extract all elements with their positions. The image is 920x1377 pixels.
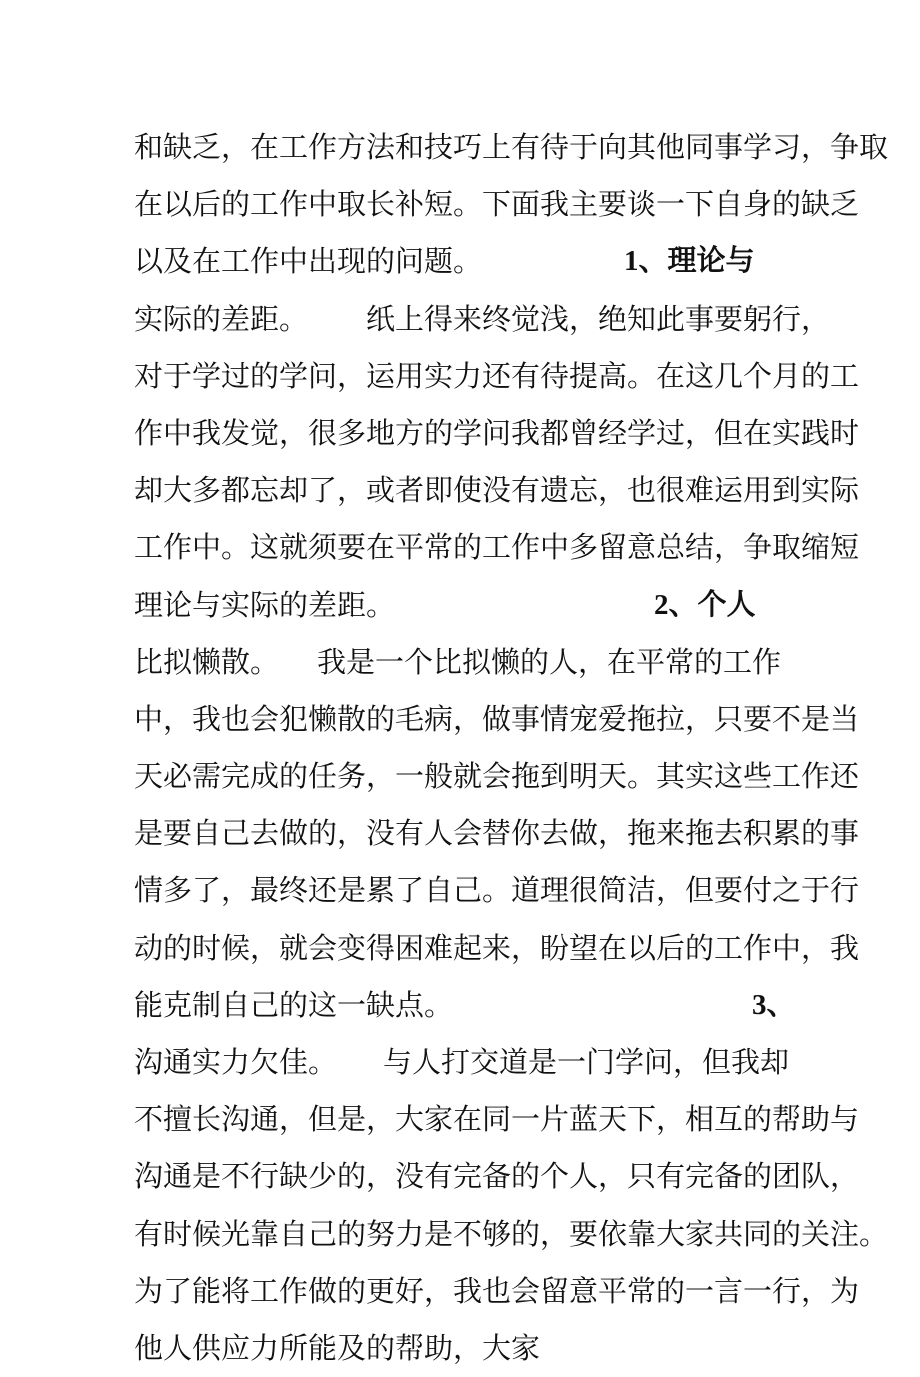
line-text: 动的时候，就会变得困难起来，盼望在以后的工作中，我	[134, 930, 860, 965]
text-line	[134, 119, 889, 176]
line-text: 中，我也会犯懒散的毛病，做事情宠爱拖拉，只要不是当	[134, 701, 860, 736]
section-number: 1、理论与	[624, 245, 755, 278]
line-text: 比拟懒散。	[134, 644, 280, 679]
line-text: 沟通是不行缺少的，没有完备的个人，只有完备的团队，	[134, 1159, 860, 1194]
line-text: 是要自己去做的，没有人会替你去做，拖来拖去积累的事	[134, 816, 860, 851]
text-line	[134, 405, 860, 462]
text-line	[134, 634, 834, 691]
text-line	[134, 748, 860, 805]
line-text: 在以后的工作中取长补短。下面我主要谈一下自身的缺乏	[134, 187, 860, 222]
line-text: 工作中。这就须要在平常的工作中多留意总结，争取缩短	[134, 530, 860, 565]
text-line	[134, 977, 834, 1034]
text-line	[134, 862, 860, 919]
line-text: 能克制自己的这一缺点。	[134, 987, 454, 1022]
text-line	[134, 519, 860, 576]
text-line	[134, 691, 860, 748]
text-line	[134, 1034, 834, 1091]
line-text: 天必需完成的任务，一般就会拖到明天。其实这些工作还	[134, 759, 860, 794]
text-line	[134, 462, 860, 519]
line-text: 对于学过的学问，运用实力还有待提高。在这几个月的工	[134, 358, 860, 393]
line-text-continued: 与人打交道是一门学问，但我却	[383, 1045, 790, 1079]
text-line	[134, 348, 860, 405]
line-text: 实际的差距。	[134, 301, 309, 336]
text-line	[134, 233, 834, 290]
text-line	[134, 176, 860, 233]
line-text: 和缺乏，在工作方法和技巧上有待于向其他同事学习，争取	[134, 130, 889, 164]
line-text: 沟通实力欠佳。	[134, 1045, 338, 1079]
line-text: 他人供应力所能及的帮助，大家	[134, 1330, 541, 1365]
line-text: 为了能将工作做的更好，我也会留意平常的一言一行，为	[134, 1273, 860, 1308]
text-line	[134, 1148, 860, 1205]
section-number: 3、	[752, 988, 796, 1021]
text-line	[134, 291, 834, 348]
text-line	[134, 577, 834, 634]
section-number: 2、个人	[654, 588, 756, 621]
line-text: 理论与实际的差距。	[134, 587, 396, 622]
text-line	[134, 920, 860, 977]
line-text: 作中我发觉，很多地方的学问我都曾经学过，但在实践时	[134, 415, 860, 450]
text-line	[134, 1206, 889, 1263]
text-line	[134, 1263, 860, 1320]
line-text: 有时候光靠自己的努力是不够的，要依靠大家共同的关注。	[134, 1216, 889, 1251]
text-line	[134, 1091, 860, 1148]
line-text-continued: 我是一个比拟懒的人，在平常的工作	[317, 644, 782, 679]
line-text: 却大多都忘却了，或者即使没有遗忘，也很难运用到实际	[134, 473, 860, 508]
body-text	[134, 119, 889, 1377]
line-text: 不擅长沟通，但是，大家在同一片蓝天下，相互的帮助与	[134, 1102, 860, 1137]
line-text: 情多了，最终还是累了自己。道理很简洁，但要付之于行	[134, 873, 860, 908]
text-line	[134, 1320, 834, 1377]
line-text-continued: 纸上得来终觉浅，绝知此事要躬行，	[366, 301, 831, 336]
line-text: 以及在工作中出现的问题。	[134, 244, 483, 279]
text-line	[134, 805, 860, 862]
